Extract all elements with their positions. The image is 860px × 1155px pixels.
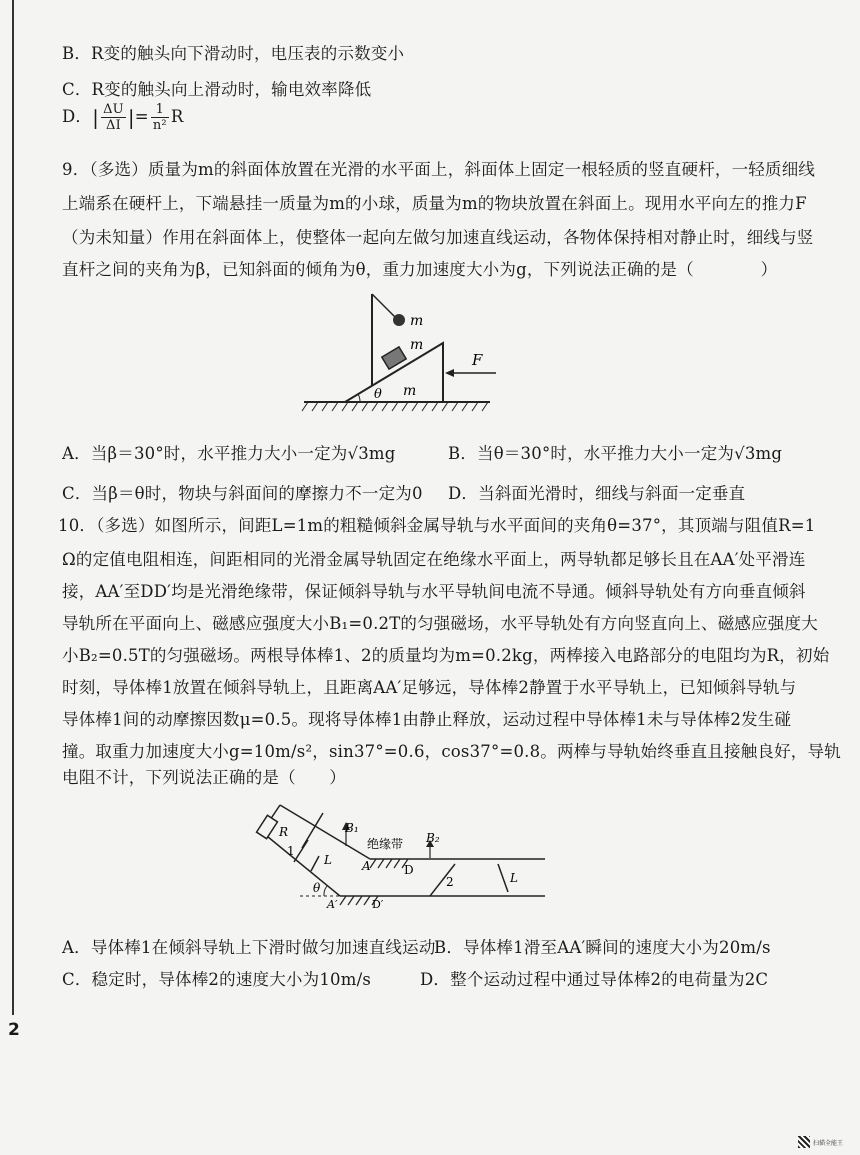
q10-stem-line8: 撞。取重力加速度大小g=10m/s²，sin37°=0.6，cos37°=0.8。两棒与导轨始终垂直且接触良好，导轨 xyxy=(62,742,841,761)
scanner-watermark: 扫描全能王 xyxy=(798,1135,846,1149)
q10-stem-line3: 接，AA′至DD′均是光滑绝缘带，保证倾斜导轨与水平导轨间电流不导通。倾斜导轨处有方向垂直倾斜 xyxy=(62,582,806,601)
force-label: F xyxy=(472,351,483,369)
rod2-label: 2 xyxy=(446,875,454,889)
page-number: 2 xyxy=(8,1020,20,1040)
q10-rail-figure xyxy=(250,800,550,920)
l2-label: L xyxy=(510,871,518,885)
q10-option-b: B．导体棒1滑至AA′瞬间的速度大小为20m/s xyxy=(434,938,771,957)
q10-stem-line7: 导体棒1间的动摩擦因数μ=0.5。现将导体棒1由静止释放，运动过程中导体棒1未与导体棒2发生碰 xyxy=(62,710,792,729)
q9-option-a: A．当β＝30°时，水平推力大小一定为√3mg xyxy=(62,444,396,463)
d-prime-label: D′ xyxy=(372,898,384,911)
d-label: D xyxy=(404,863,414,877)
q9-option-d: D．当斜面光滑时，细线与斜面一定垂直 xyxy=(448,484,746,503)
insulating-band-label: 绝缘带 xyxy=(367,837,404,851)
resistor xyxy=(257,815,278,838)
q9-stem-line3: （为未知量）作用在斜面体上，使整体一起向左做匀加速直线运动，各物体保持相对静止时，细线与竖 xyxy=(62,228,814,247)
string xyxy=(372,294,397,319)
small-block xyxy=(382,347,406,369)
ball-mass-label: m xyxy=(410,313,424,329)
q10-stem-line1: 10．（多选）如图所示，间距L=1m的粗糙倾斜金属导轨与水平面间的夹角θ=37°，其顶端与阻值R=1 xyxy=(58,516,816,535)
q9-stem-line1: 9．（多选）质量为m的斜面体放置在光滑的水平面上，斜面体上固定一根轻质的竖直硬杆，一轻质细线 xyxy=(62,160,816,179)
q10-option-d: D．整个运动过程中通过导体棒2的电荷量为2C xyxy=(420,970,769,989)
l1-label: L xyxy=(324,853,332,867)
q10-stem-line5: 小B₂=0.5T的匀强磁场。两根导体棒1、2的质量均为m=0.2kg，两棒接入电路部分的电阻均为R，初始 xyxy=(62,646,830,665)
a-label: A xyxy=(362,859,371,873)
ball xyxy=(393,314,405,326)
q9-option-b: B．当θ＝30°时，水平推力大小一定为√3mg xyxy=(448,444,783,463)
q8-option-d: D．| $\frac{\Delta U}{\Delta I}$ |= $\frac{1}{\text{n²}}$ R xyxy=(62,102,184,133)
q10-stem-line9: 电阻不计，下列说法正确的是（ ） xyxy=(62,768,346,787)
incline-mass-label: m xyxy=(403,383,417,399)
a-prime-label: A′ xyxy=(327,898,338,911)
q8-option-d-label: D． xyxy=(62,107,93,126)
q9-option-c: C．当β＝θ时，物块与斜面间的摩擦力不一定为0 xyxy=(62,484,423,503)
qr-icon xyxy=(798,1136,810,1148)
q10-stem-line4: 导轨所在平面向上、磁感应强度大小B₁=0.2T的匀强磁场，水平导轨处有方向竖直向上、磁感应强度大 xyxy=(62,614,818,633)
b2-label: B₂ xyxy=(426,831,440,845)
q10-stem-line2: Ω的定值电阻相连，间距相同的光滑金属导轨固定在绝缘水平面上，两导轨都足够长且在AA′处平滑连 xyxy=(62,550,806,569)
q9-stem-line2: 上端系在硬杆上，下端悬挂一质量为m的小球，质量为m的物块放置在斜面上。现用水平向左的推力F xyxy=(62,194,807,213)
q10-option-c: C．稳定时，导体棒2的速度大小为10m/s xyxy=(62,970,371,989)
b1-label: B₁ xyxy=(345,821,359,835)
q8-option-c: C．R变的触头向上滑动时，输电效率降低 xyxy=(62,80,372,99)
ratio-fraction: $\frac{1}{\text{n²}}$ xyxy=(152,102,167,133)
delta-fraction: $\frac{\Delta U}{\Delta I}$ xyxy=(103,102,124,133)
margin-line xyxy=(12,0,14,1015)
q9-stem-line4: 直杆之间的夹角为β，已知斜面的倾角为θ，重力加速度大小为g，下列说法正确的是（ ） xyxy=(62,260,778,279)
q8-option-b: B．R变的触头向下滑动时，电压表的示数变小 xyxy=(62,44,405,63)
q10-option-a: A．导体棒1在倾斜导轨上下滑时做匀加速直线运动 xyxy=(62,938,436,957)
resistor-label: R xyxy=(279,825,289,839)
block-mass-label: m xyxy=(410,337,424,353)
rod1-label: 1 xyxy=(287,844,295,858)
q10-stem-line6: 时刻，导体棒1放置在倾斜导轨上，且距离AA′足够远，导体棒2静置于水平导轨上，已知倾斜导轨与 xyxy=(62,678,797,697)
theta-label: θ xyxy=(313,881,321,895)
q9-incline-figure xyxy=(300,285,500,415)
angle-label: θ xyxy=(374,387,382,402)
